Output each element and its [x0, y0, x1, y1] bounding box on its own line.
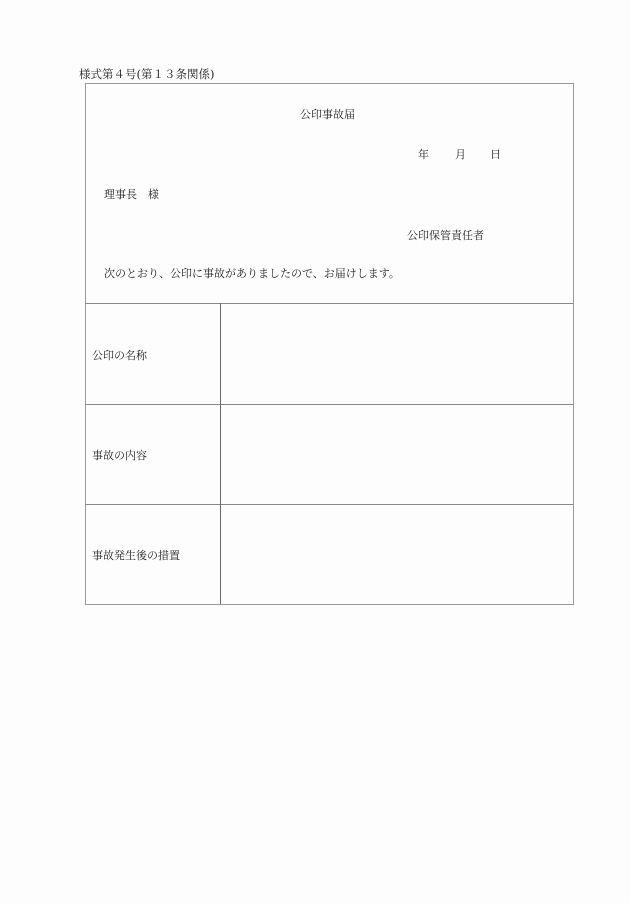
statement: 次のとおり、公印に事故がありましたので、お届けします。 — [104, 267, 400, 280]
post-accident-measures-field[interactable] — [221, 505, 572, 604]
seal-name-field[interactable] — [221, 304, 572, 404]
date-year-label: 年 — [418, 148, 429, 161]
form-title: 公印事故届 — [300, 108, 355, 121]
submitter-title: 公印保管責任者 — [407, 229, 484, 242]
addressee: 理事長 様 — [104, 188, 159, 201]
row-label-post-accident-measures: 事故発生後の措置 — [92, 549, 180, 562]
row-label-seal-name: 公印の名称 — [92, 349, 147, 362]
date-day-label: 日 — [490, 148, 501, 161]
accident-details-field[interactable] — [221, 405, 572, 504]
row-label-accident-details: 事故の内容 — [92, 449, 147, 462]
form-number: 様式第４号(第１３条関係) — [79, 67, 215, 81]
date-month-label: 月 — [455, 148, 466, 161]
